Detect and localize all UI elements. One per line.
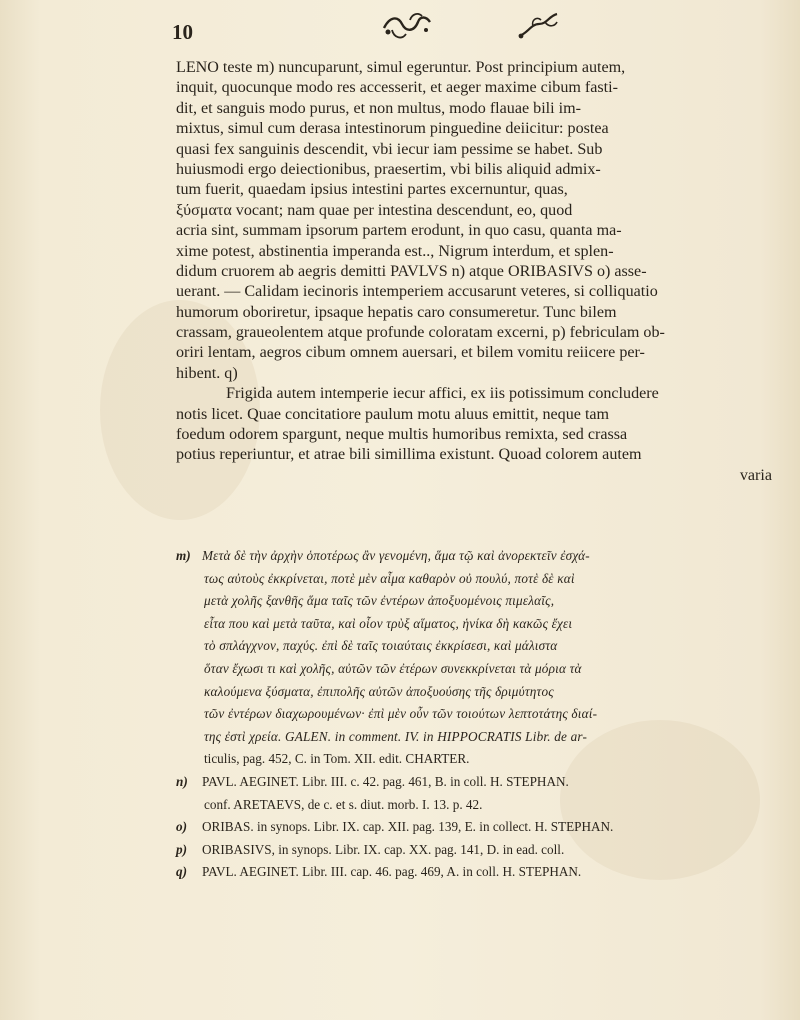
footnote-line [176,658,776,681]
footnote-text: Μετὰ δὲ τὴν ἀρχὴν ὁποτέρως ἂν γενομένη, ἅμα τῷ καὶ ἀνορεκτεῖν ἐσχά- [202,548,590,563]
footnote-line [176,568,776,591]
text-line: ξύσματα vocant; nam quae per intestina descendunt, eo, quod [176,201,573,219]
footnote-line [176,681,776,704]
text-line: inquit, quocunque modo res accesserit, et aeger maxime cibum fasti- [176,79,618,97]
text-line: oriri lentam, aegros cibum omnem auersari, et bilem vomitu reiicere per- [176,344,645,362]
footnote-text: ORIBAS. in synops. Libr. IX. cap. XII. pag. 139, E. in collect. H. STEPHAN. [202,819,614,835]
text-line: LENO teste m) nuncuparunt, simul egeruntur. Post principium autem, [176,59,626,76]
text-line: didum cruorem ab aegris demitti PAVLVS n) atque ORIBASIVS o) asse- [176,262,647,280]
footnote-marker: o) [176,819,187,835]
footnote-line [176,771,776,794]
text-line: crassam, graueolentem atque profunde coloratam excerni, p) febriculam ob- [176,324,665,342]
text-line: dit, et sanguis modo purus, et non multus, modo flauae bili im- [176,99,581,117]
footnote-text: εἶτα που καὶ μετὰ ταῦτα, καὶ οἷον τρὺξ αἵματος, ἡνίκα δὴ κακῶς ἔχει [204,615,573,631]
footnote-line [176,635,776,658]
footnote-text: τῶν ἐντέρων διαχωρουμένων· ἐπὶ μὲν οὖν τῶν τοιούτων λεπτοτάτης διαί- [204,706,598,722]
footnote-text: καλούμενα ξύσματα, ἐπιπολῆς αὐτῶν ἀποξυούσης τῆς δριμύτητος [204,683,554,699]
text-line: xime potest, abstinentia imperanda est.., Nigrum interdum, et splen- [176,242,614,260]
text-line: humorum oboriretur, ipsaque hepatis caro consumeretur. Tunc bilem [176,303,617,321]
page-header [0,6,800,46]
footnote-line [176,590,776,613]
footnotes [176,545,776,884]
footnote-text: ORIBASIVS, in synops. Libr. IX. cap. XX. pag. 141, D. in ead. coll. [202,841,565,857]
footnote-line [176,545,776,568]
footnote-text: τὸ σπλάγχνον, παχύς. ἐπὶ δὲ ταῖς τοιαύταις ἐκκρίσεσι, καὶ μάλιστα [204,638,558,654]
footnote-text: της ἐστὶ χρεία. GALEN. in comment. IV. in HIPPOCRATIS Libr. de ar- [204,728,588,744]
text-line: mixtus, simul cum derasa intestinorum pinguedine deiicitur: postea [176,120,609,138]
text-line: quasi fex sanguinis descendit, vbi iecur iam pessime se habet. Sub [176,140,603,158]
footnote-line [176,794,776,817]
footnote-line [176,613,776,636]
footnote-line [176,861,776,884]
footnote-text: conf. ARETAEVS, de c. et s. diut. morb. I. 13. p. 42. [204,796,483,812]
footnote-text: ticulis, pag. 452, C. in Tom. XII. edit. CHARTER. [204,751,470,767]
footnote-text: ὅταν ἔχωσι τι καὶ χολῆς, αὐτῶν τῶν ἐτέρων συνεκκρίνεται τὰ μόρια τὰ [204,660,582,676]
footnote-marker: q) [176,864,187,880]
footnote-text: τως αὐτοὺς ἐκκρίνεται, ποτὲ μὲν αἷμα καθαρὸν οὐ πουλύ, ποτὲ δὲ καὶ [204,570,575,586]
text-line: acria sint, summam ipsorum partem erodunt, in quo casu, quanta ma- [176,222,622,240]
floral-ornament-icon [380,10,434,44]
footnote-line [176,703,776,726]
text-line: uerant. — Calidam iecinoris intemperiem accusarunt veteres, si colliquatio [176,283,658,301]
main-text [176,58,772,486]
footnote-marker: n) [176,773,188,789]
text-line: Frigida autem intemperie iecur affici, ex iis potissimum concludere [226,385,659,403]
vine-ornament-icon [515,10,563,44]
footnote-line [176,726,776,749]
footnote-text: μετὰ χολῆς ξανθῆς ἅμα ταῖς τῶν ἐντέρων ἀποξυομένοις πιμελαῖς, [204,593,555,609]
text-line: notis licet. Quae concitatiore paulum motu aluus emittit, neque tam [176,405,610,423]
text-line: huiusmodi ergo deiectionibus, praesertim, vbi bilis aliquid admix- [176,160,601,178]
text-line: foedum odorem spargunt, neque multis humoribus remixta, sed crassa [176,426,628,444]
footnote-text: PAVL. AEGINET. Libr. III. c. 42. pag. 461, B. in coll. H. STEPHAN. [202,773,569,789]
footnote-marker: p) [176,841,187,857]
footnote-line [176,748,776,771]
footnote-marker: m) [176,548,191,563]
footnote-line [176,816,776,839]
page-number: 10 [172,20,193,44]
text-line: hibent. q) [176,364,238,382]
text-line: potius reperiuntur, et atrae bili simillima existunt. Quoad colorem autem [176,446,642,464]
text-line: varia [739,466,772,484]
text-line: tum fuerit, quaedam ipsius intestini partes excernuntur, quas, [176,181,568,199]
footnote-line [176,839,776,862]
footnote-text: PAVL. AEGINET. Libr. III. cap. 46. pag. 469, A. in coll. H. STEPHAN. [202,864,582,880]
